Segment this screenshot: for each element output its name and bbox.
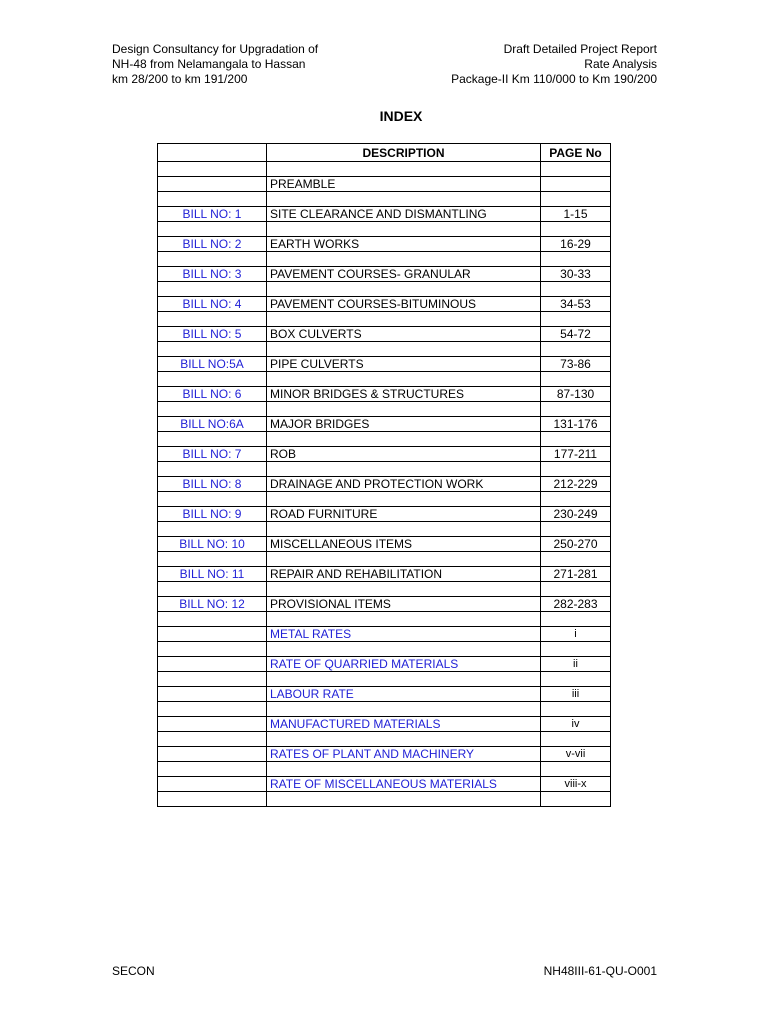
bill-number-cell[interactable]: BILL NO:5A: [158, 357, 267, 372]
spacer-cell: [267, 222, 541, 237]
header-left-line: Design Consultancy for Upgradation of: [112, 42, 319, 56]
header-left-line: NH-48 from Nelamangala to Hassan: [112, 57, 306, 71]
header-page-cell: PAGE No: [541, 144, 611, 162]
description-cell[interactable]: RATE OF QUARRIED MATERIALS: [267, 657, 541, 672]
bill-number-cell: [158, 777, 267, 792]
table-row: [158, 567, 611, 582]
table-row: [158, 777, 611, 792]
description-cell: PIPE CULVERTS: [267, 357, 541, 372]
spacer-row: [158, 282, 611, 297]
spacer-cell: [158, 342, 267, 357]
table-row: [158, 447, 611, 462]
spacer-cell: [158, 762, 267, 777]
spacer-cell: [541, 312, 611, 327]
spacer-cell: [267, 492, 541, 507]
bill-number-cell[interactable]: BILL NO: 6: [158, 387, 267, 402]
spacer-row: [158, 522, 611, 537]
spacer-cell: [541, 492, 611, 507]
spacer-cell: [541, 552, 611, 567]
page-number-cell: 1-15: [541, 207, 611, 222]
table-row: [158, 207, 611, 222]
page-number-cell: 271-281: [541, 567, 611, 582]
page-number-cell: 131-176: [541, 417, 611, 432]
table-row: [158, 267, 611, 282]
index-table: [157, 143, 611, 807]
spacer-cell: [541, 342, 611, 357]
spacer-row: [158, 312, 611, 327]
header-description-cell: DESCRIPTION: [267, 144, 541, 162]
table-row: [158, 387, 611, 402]
spacer-cell: [267, 162, 541, 177]
spacer-row: [158, 672, 611, 687]
spacer-row: [158, 222, 611, 237]
spacer-cell: [267, 762, 541, 777]
description-cell: EARTH WORKS: [267, 237, 541, 252]
spacer-row: [158, 732, 611, 747]
bill-number-cell[interactable]: BILL NO: 10: [158, 537, 267, 552]
spacer-cell: [158, 162, 267, 177]
spacer-cell: [158, 552, 267, 567]
spacer-row: [158, 492, 611, 507]
bill-number-cell[interactable]: BILL NO: 9: [158, 507, 267, 522]
spacer-row: [158, 372, 611, 387]
spacer-row: [158, 192, 611, 207]
table-row: [158, 537, 611, 552]
spacer-cell: [158, 672, 267, 687]
page-number-cell: iv: [541, 717, 611, 732]
spacer-row: [158, 402, 611, 417]
table-row: [158, 417, 611, 432]
spacer-cell: [158, 522, 267, 537]
spacer-cell: [267, 642, 541, 657]
table-row: [158, 627, 611, 642]
table-row: [158, 237, 611, 252]
page-number-cell: 73-86: [541, 357, 611, 372]
table-row: [158, 507, 611, 522]
header-left-line: km 28/200 to km 191/200: [112, 72, 248, 86]
description-cell: PROVISIONAL ITEMS: [267, 597, 541, 612]
spacer-cell: [158, 192, 267, 207]
description-cell: PAVEMENT COURSES-BITUMINOUS: [267, 297, 541, 312]
spacer-row: [158, 792, 611, 807]
page-number-cell: 30-33: [541, 267, 611, 282]
bill-number-cell: [158, 687, 267, 702]
bill-number-cell[interactable]: BILL NO: 7: [158, 447, 267, 462]
spacer-row: [158, 462, 611, 477]
table-header-row: [158, 144, 611, 162]
description-cell: SITE CLEARANCE AND DISMANTLING: [267, 207, 541, 222]
spacer-cell: [541, 702, 611, 717]
spacer-cell: [541, 192, 611, 207]
spacer-row: [158, 162, 611, 177]
description-cell[interactable]: RATES OF PLANT AND MACHINERY: [267, 747, 541, 762]
description-cell[interactable]: RATE OF MISCELLANEOUS MATERIALS: [267, 777, 541, 792]
bill-number-cell[interactable]: BILL NO: 1: [158, 207, 267, 222]
description-cell: MAJOR BRIDGES: [267, 417, 541, 432]
page-number-cell: 212-229: [541, 477, 611, 492]
spacer-cell: [267, 252, 541, 267]
bill-number-cell[interactable]: BILL NO: 4: [158, 297, 267, 312]
header-right-line: Draft Detailed Project Report: [503, 42, 657, 56]
bill-number-cell[interactable]: BILL NO: 5: [158, 327, 267, 342]
table-row: [158, 177, 611, 192]
bill-number-cell: [158, 627, 267, 642]
spacer-cell: [158, 492, 267, 507]
table-row: [158, 747, 611, 762]
spacer-cell: [541, 282, 611, 297]
bill-number-cell: [158, 717, 267, 732]
page-number-cell: v-vii: [541, 747, 611, 762]
spacer-cell: [541, 222, 611, 237]
footer-doc-code: NH48III-61-QU-O001: [543, 964, 657, 978]
page-number-cell: 282-283: [541, 597, 611, 612]
spacer-cell: [158, 372, 267, 387]
spacer-cell: [541, 762, 611, 777]
spacer-cell: [158, 402, 267, 417]
table-row: [158, 327, 611, 342]
bill-number-cell[interactable]: BILL NO: 11: [158, 567, 267, 582]
spacer-row: [158, 252, 611, 267]
page-number-cell: 54-72: [541, 327, 611, 342]
spacer-row: [158, 342, 611, 357]
index-table-body: [158, 144, 611, 807]
table-row: [158, 297, 611, 312]
spacer-cell: [267, 192, 541, 207]
spacer-cell: [158, 582, 267, 597]
spacer-cell: [541, 162, 611, 177]
spacer-cell: [158, 792, 267, 807]
spacer-cell: [541, 792, 611, 807]
description-cell: ROB: [267, 447, 541, 462]
table-row: [158, 597, 611, 612]
spacer-cell: [158, 312, 267, 327]
bill-number-cell: [158, 747, 267, 762]
page-number-cell: 87-130: [541, 387, 611, 402]
page-number-cell: [541, 177, 611, 192]
spacer-cell: [267, 462, 541, 477]
spacer-row: [158, 642, 611, 657]
description-cell: REPAIR AND REHABILITATION: [267, 567, 541, 582]
spacer-cell: [267, 552, 541, 567]
page-number-cell: 16-29: [541, 237, 611, 252]
spacer-cell: [267, 522, 541, 537]
header-bill-cell: [158, 144, 267, 162]
page-number-cell: 34-53: [541, 297, 611, 312]
description-cell: PAVEMENT COURSES- GRANULAR: [267, 267, 541, 282]
spacer-cell: [158, 252, 267, 267]
spacer-cell: [158, 282, 267, 297]
spacer-cell: [158, 732, 267, 747]
bill-number-cell[interactable]: BILL NO: 2: [158, 237, 267, 252]
spacer-cell: [267, 792, 541, 807]
spacer-cell: [267, 402, 541, 417]
description-cell: PREAMBLE: [267, 177, 541, 192]
spacer-cell: [267, 702, 541, 717]
header-right-line: Package-II Km 110/000 to Km 190/200: [451, 72, 657, 86]
description-cell[interactable]: MANUFACTURED MATERIALS: [267, 717, 541, 732]
spacer-cell: [541, 402, 611, 417]
spacer-cell: [158, 222, 267, 237]
bill-number-cell[interactable]: BILL NO: 8: [158, 477, 267, 492]
spacer-cell: [158, 462, 267, 477]
description-cell: MISCELLANEOUS ITEMS: [267, 537, 541, 552]
description-cell: ROAD FURNITURE: [267, 507, 541, 522]
bill-number-cell[interactable]: BILL NO: 12: [158, 597, 267, 612]
page-number-cell: 230-249: [541, 507, 611, 522]
description-cell: MINOR BRIDGES & STRUCTURES: [267, 387, 541, 402]
spacer-cell: [541, 522, 611, 537]
spacer-cell: [541, 672, 611, 687]
description-cell[interactable]: LABOUR RATE: [267, 687, 541, 702]
spacer-cell: [541, 372, 611, 387]
page-number-cell: i: [541, 627, 611, 642]
spacer-cell: [158, 432, 267, 447]
page-number-cell: ii: [541, 657, 611, 672]
bill-number-cell[interactable]: BILL NO:6A: [158, 417, 267, 432]
spacer-cell: [267, 342, 541, 357]
table-row: [158, 477, 611, 492]
page-number-cell: viii-x: [541, 777, 611, 792]
table-row: [158, 657, 611, 672]
spacer-row: [158, 612, 611, 627]
page-title: INDEX: [379, 108, 423, 124]
spacer-cell: [267, 582, 541, 597]
table-row: [158, 357, 611, 372]
spacer-row: [158, 762, 611, 777]
table-row: [158, 717, 611, 732]
spacer-cell: [541, 582, 611, 597]
spacer-cell: [267, 282, 541, 297]
spacer-cell: [267, 312, 541, 327]
spacer-cell: [267, 732, 541, 747]
spacer-cell: [541, 732, 611, 747]
spacer-cell: [267, 612, 541, 627]
spacer-cell: [541, 252, 611, 267]
spacer-row: [158, 702, 611, 717]
spacer-row: [158, 432, 611, 447]
spacer-cell: [158, 702, 267, 717]
spacer-cell: [541, 642, 611, 657]
spacer-cell: [541, 462, 611, 477]
description-cell: BOX CULVERTS: [267, 327, 541, 342]
header-right-line: Rate Analysis: [584, 57, 657, 71]
footer-company: SECON: [112, 964, 155, 978]
bill-number-cell: [158, 177, 267, 192]
table-row: [158, 687, 611, 702]
description-cell[interactable]: METAL RATES: [267, 627, 541, 642]
page-number-cell: iii: [541, 687, 611, 702]
spacer-cell: [267, 432, 541, 447]
header-left: [112, 42, 318, 87]
description-cell: DRAINAGE AND PROTECTION WORK: [267, 477, 541, 492]
spacer-cell: [541, 432, 611, 447]
spacer-cell: [158, 612, 267, 627]
spacer-cell: [158, 642, 267, 657]
page-number-cell: 250-270: [541, 537, 611, 552]
bill-number-cell[interactable]: BILL NO: 3: [158, 267, 267, 282]
spacer-cell: [267, 672, 541, 687]
spacer-cell: [541, 612, 611, 627]
header-right: [451, 42, 657, 87]
page-number-cell: 177-211: [541, 447, 611, 462]
spacer-row: [158, 552, 611, 567]
spacer-row: [158, 582, 611, 597]
bill-number-cell: [158, 657, 267, 672]
spacer-cell: [267, 372, 541, 387]
